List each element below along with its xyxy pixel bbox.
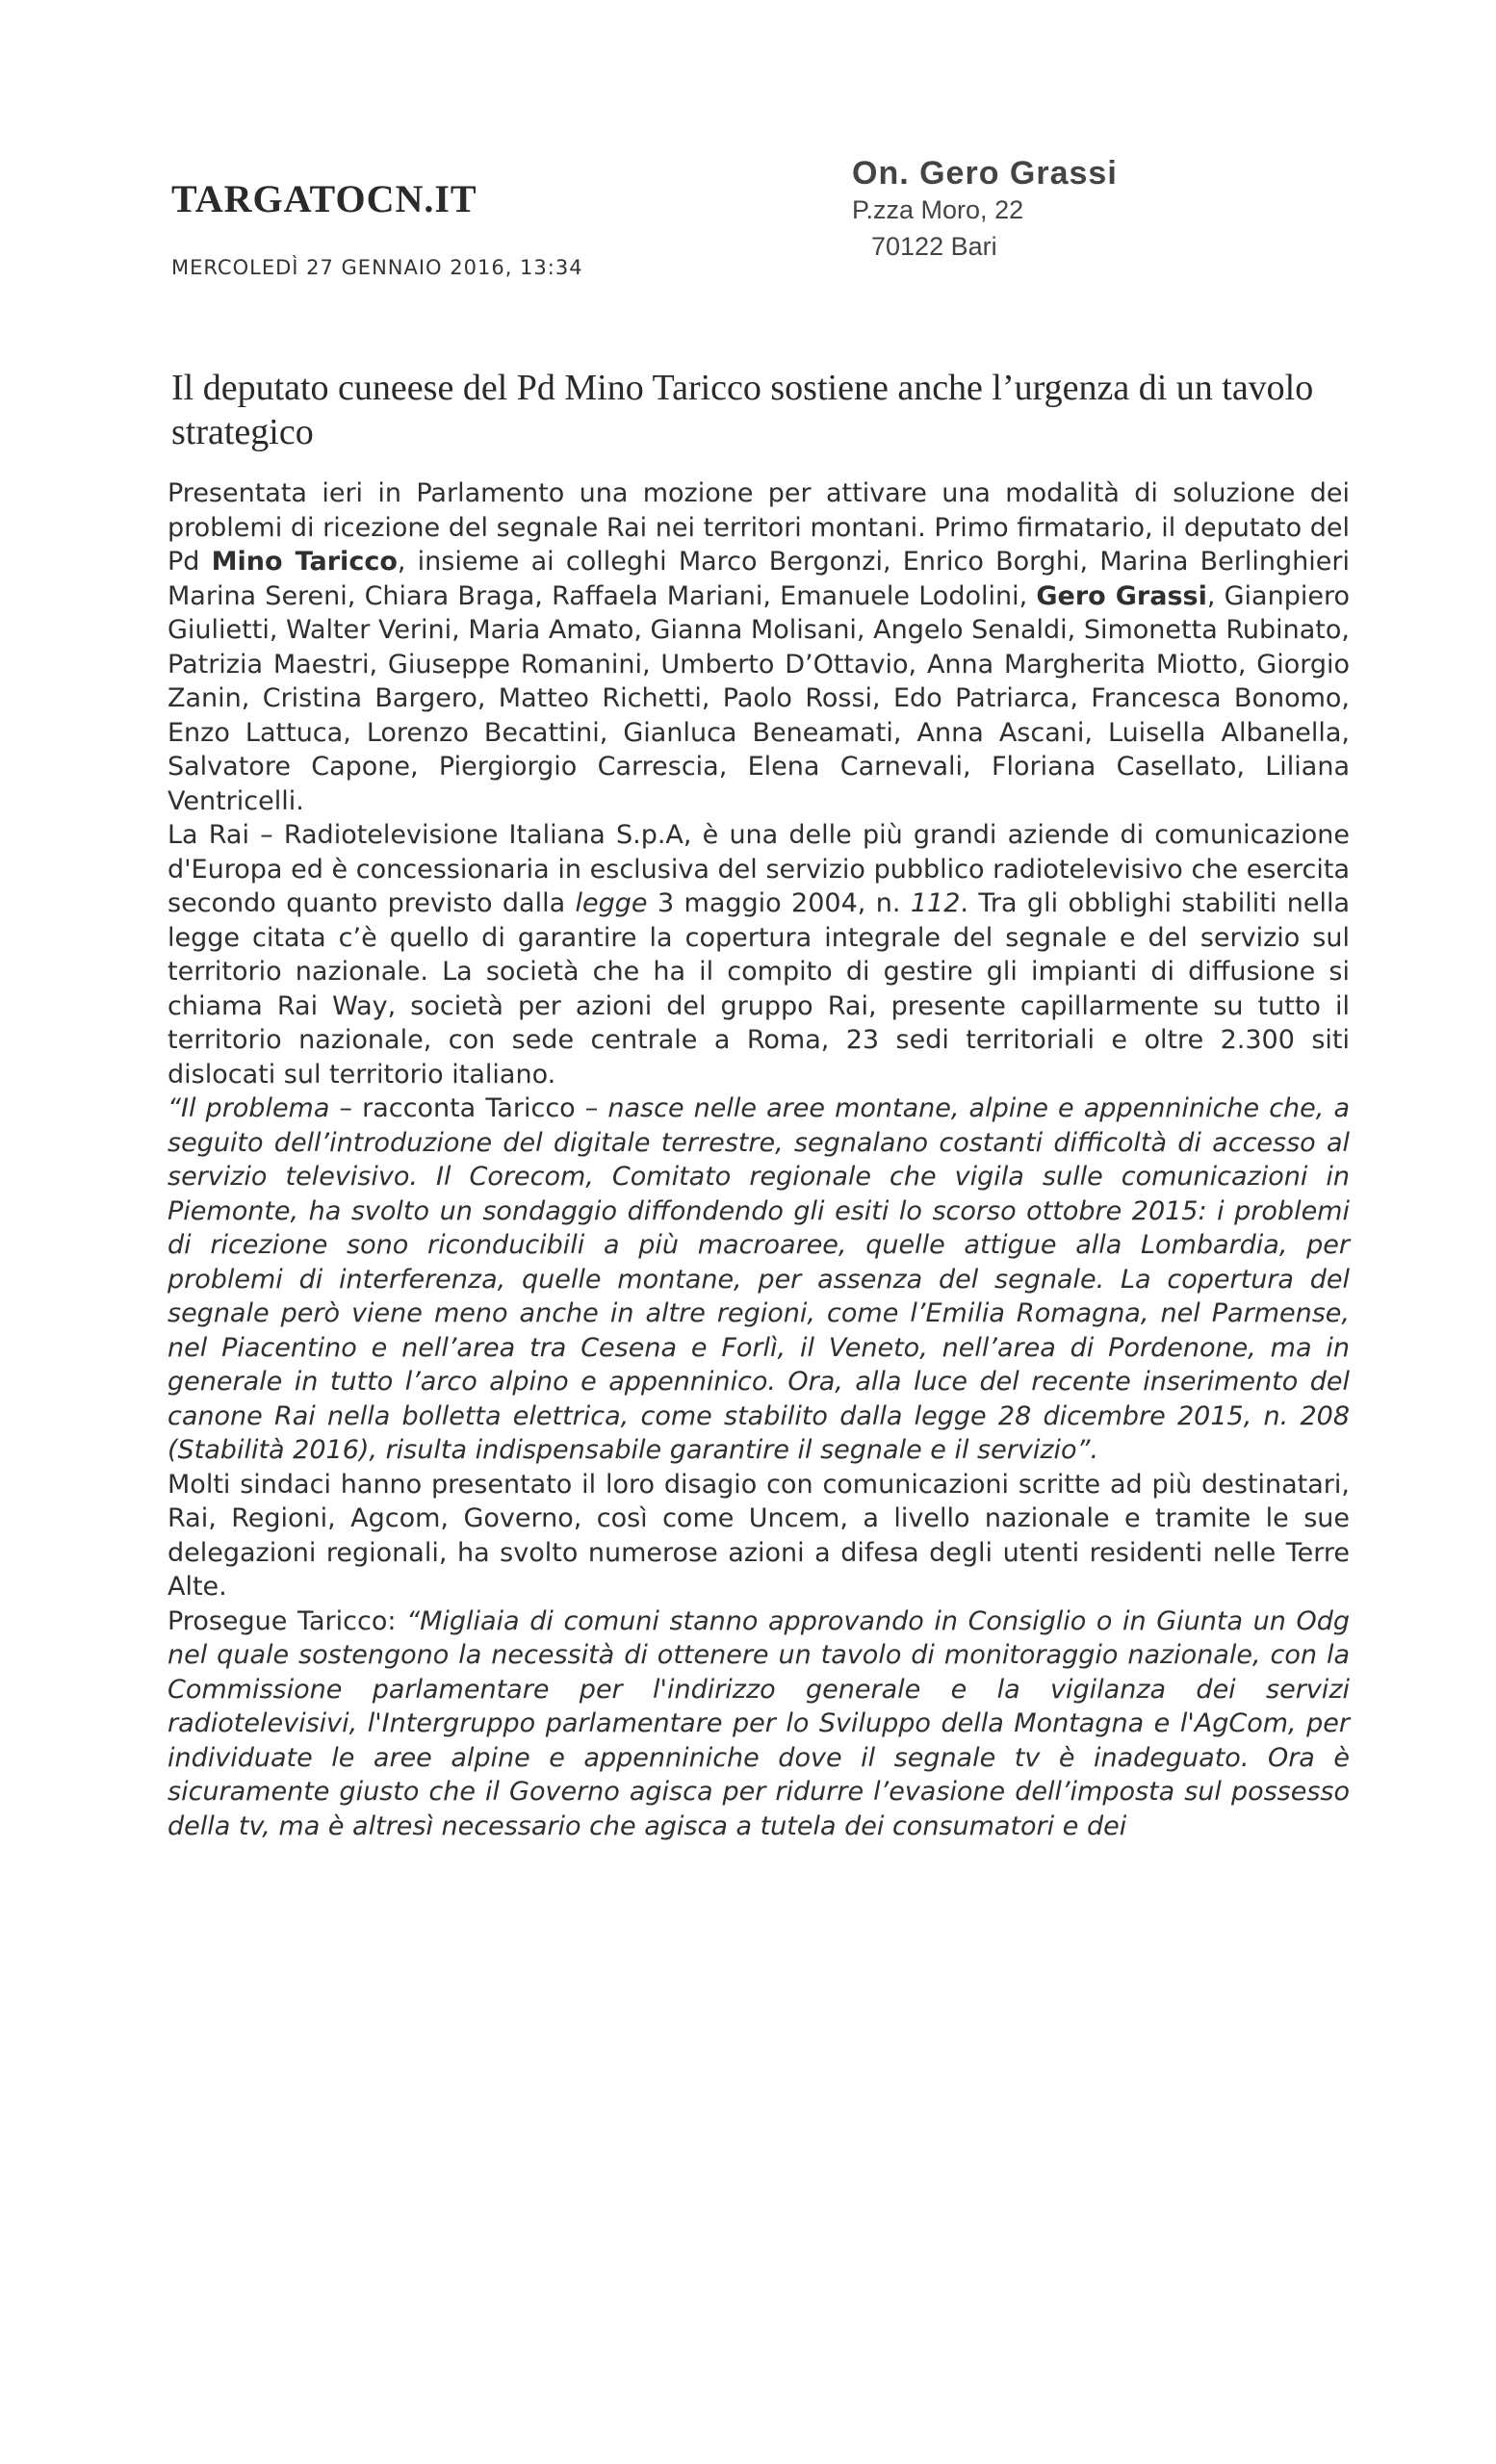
paragraph-3: [168, 1091, 1350, 1468]
masthead-title: TARGATOCN.IT: [171, 177, 477, 220]
article-headline: Il deputato cuneese del Pd Mino Taricco sostiene anche l’urgenza di un tavolo strategico: [171, 368, 1314, 452]
p2-text-e: . Tra gli obblighi stabiliti nella legge citata c’è quello di garantire la copertura integrale del segnale e del servizio sul territorio nazionale. La società che ha il compito di gestire gli impianti di diffusione si chiama Rai Way, società per azioni del gruppo Rai, presente capillarmente su tutto il territorio nazionale, con sede centrale a Roma, 23 sedi territoriali e oltre 2.300 siti dislocati sul territorio italiano.: [168, 888, 1350, 1090]
paragraph-5: [168, 1604, 1350, 1844]
p1-name-grassi: Gero Grassi: [1036, 580, 1207, 611]
p3-text-b: – racconta Taricco –: [329, 1093, 608, 1123]
p2-text-legge: legge: [575, 888, 648, 918]
p2-text-a: La Rai – Radiotelevisione Italiana S.p.A, è una delle più grandi aziende di comunicazione d'Europa ed è concessionaria in esclusiva del servizio pubblico radiotelevisivo che esercita secondo quanto previsto dalla: [168, 820, 1350, 918]
article-dateline: MERCOLEDÌ 27 GENNAIO 2016, 13:34: [171, 256, 583, 279]
p2-text-c: 3 maggio 2004, n.: [647, 888, 911, 918]
p1-text-e: , Gianpiero Giulietti, Walter Verini, Maria Amato, Gianna Molisani, Angelo Senaldi, Simonetta Rubinato, Patrizia Maestri, Giuseppe Romanini, Umberto D’Ottavio, Anna Margherita Miotto, Giorgio Zanin, Cristina Bargero, Matteo Richetti, Paolo Rossi, Edo Patriarca, Francesca Bonomo, Enzo Lattuca, Lorenzo Becattini, Gianluca Beneamati, Anna Ascani, Luisella Albanella, Salvatore Capone, Piergiorgio Carrescia, Elena Carnevali, Floriana Casellato, Liliana Ventricelli.: [168, 580, 1350, 816]
article-body: [168, 476, 1350, 1843]
p1-text-c: , insieme ai colleghi Marco Bergonzi, Enrico Borghi, Marina Berlinghieri Marina Sereni, Chiara Braga, Raffaela Mariani, Emanuele Lodolini,: [168, 547, 1350, 611]
paragraph-1: [168, 476, 1350, 818]
paragraph-2: [168, 818, 1350, 1091]
p2-text-number: 112: [910, 888, 961, 918]
p3-text-quote: nasce nelle aree montane, alpine e appenniniche che, a seguito dell’introduzione del digitale terrestre, segnalano costanti difficoltà di accesso al servizio televisivo. Il Corecom, Comitato regionale che vigila sulle comunicazioni in Piemonte, ha svolto un sondaggio diffondendo gli esiti lo scorso ottobre 2015: i problemi di ricezione sono riconducibili a più macroaree, quelle attigue alla Lombardia, per problemi di interferenza, quelle montane, per assenza del segnale. La copertura del segnale però viene meno anche in altre regioni, come l’Emilia Romagna, nel Parmense, nel Piacentino e nell’area tra Cesena e Forlì, il Veneto, nell’area di Pordenone, ma in generale in tutto l’arco alpino e appenninico. Ora, alla luce del recente inserimento del canone Rai nella bolletta elettrica, come stabilito dalla legge 28 dicembre 2015, n. 208 (Stabilità 2016), risulta indispensabile garantire il segnale e il servizio”.: [168, 1093, 1350, 1465]
sender-stamp: [852, 157, 1118, 260]
stamp-city: 70122 Bari: [871, 232, 997, 261]
p5-text-a: Prosegue Taricco:: [168, 1605, 407, 1636]
stamp-address: P.zza Moro, 22: [852, 195, 1024, 224]
p1-text-a: Presentata ieri in Parlamento una mozione per attivare una modalità di soluzione dei problemi di ricezione del segnale Rai nei territori montani. Primo firmatario, il deputato del Pd: [168, 478, 1350, 577]
p5-text-quote: “Migliaia di comuni stanno approvando in Consiglio o in Giunta un Odg nel quale sostengono la necessità di ottenere un tavolo di monitoraggio nazionale, con la Commissione parlamentare per l'indirizzo generale e la vigilanza dei servizi radiotelevisivi, l'Intergruppo parlamentare per lo Sviluppo della Montagna e l'AgCom, per individuate le aree alpine e appenniniche dove il segnale tv è inadeguato. Ora è sicuramente giusto che il Governo agisca per ridurre l’evasione dell’imposta sul possesso della tv, ma è altresì necessario che agisca a tutela dei consumatori e dei: [168, 1605, 1350, 1841]
p1-name-taricco: Mino Taricco: [211, 547, 398, 577]
p3-text-a: “Il problema: [168, 1093, 330, 1123]
paragraph-4: Molti sindaci hanno presentato il loro disagio con comunicazioni scritte ad più destinatari, Rai, Regioni, Agcom, Governo, così come Uncem, a livello nazionale e tramite le sue delegazioni regionali, ha svolto numerose azioni a difesa degli utenti residenti nelle Terre Alte.: [168, 1469, 1350, 1602]
stamp-name: On. Gero Grassi: [852, 155, 1118, 192]
